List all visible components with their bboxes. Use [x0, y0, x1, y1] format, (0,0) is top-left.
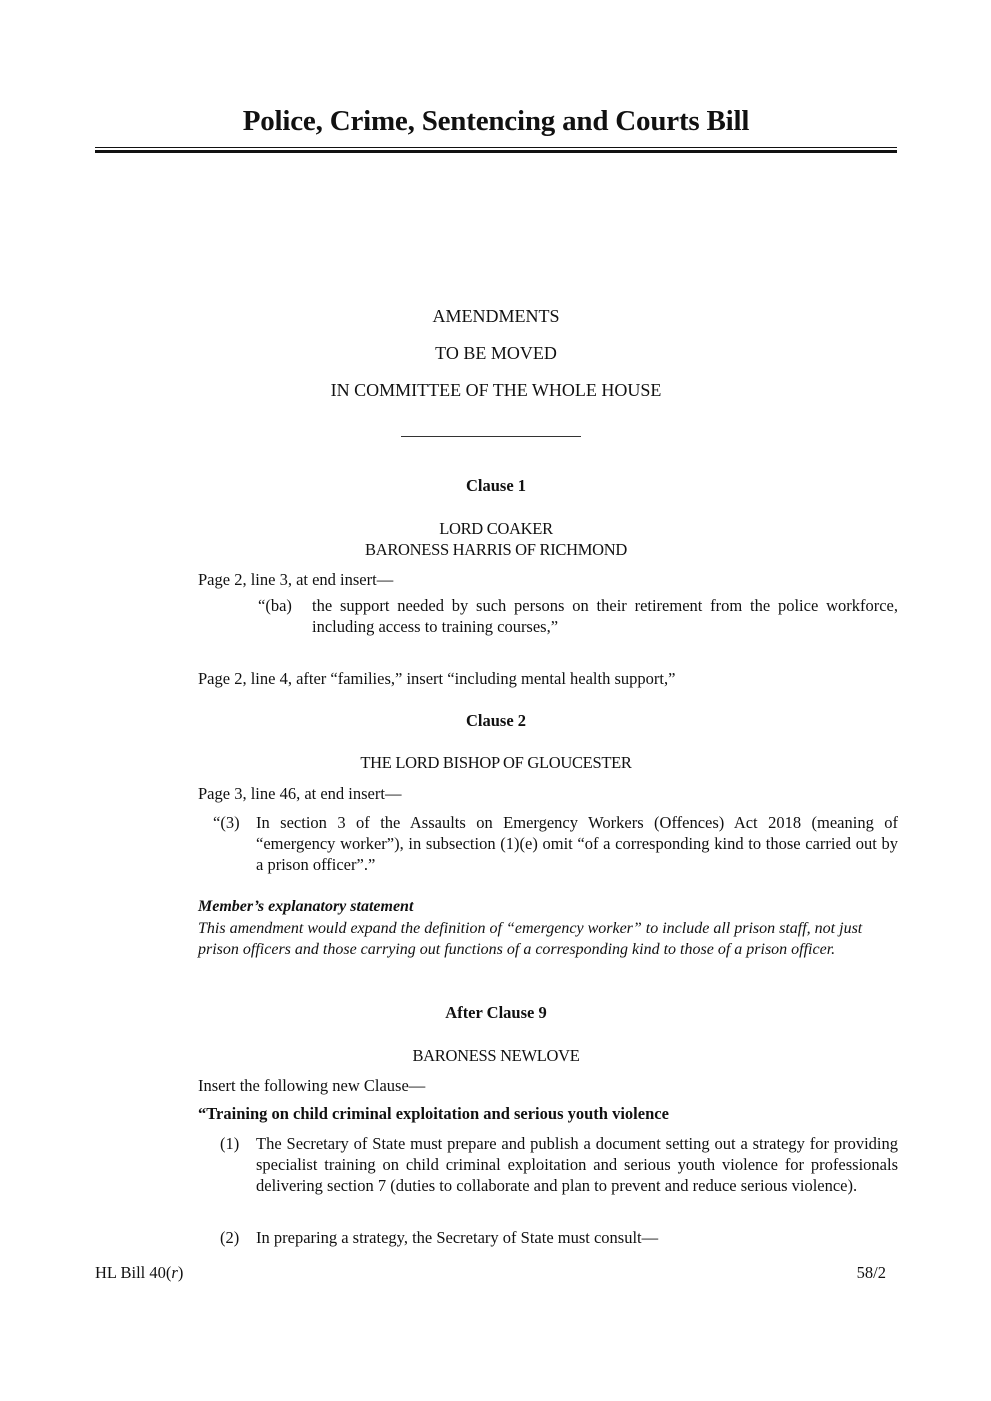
subsection-text: The Secretary of State must prepare and publish a document setting out a strategy for providing specialist training on child criminal exploitation and serious youth violence for professionals delivering section 7 (duties to collaborate and plan to prevent and reduce serious violence).	[256, 1134, 898, 1195]
subsection-label: (2)	[220, 1228, 240, 1247]
bill-ref-suffix: )	[177, 1263, 184, 1282]
amendment-instruction: Insert the following new Clause—	[198, 1076, 426, 1095]
amendment-instruction: Page 2, line 3, at end insert—	[198, 570, 394, 589]
paragraph-label: “(3)	[213, 813, 240, 832]
subsection	[220, 1133, 898, 1196]
title-rule-thick	[95, 150, 897, 153]
subsection-text: In preparing a strategy, the Secretary of State must consult—	[256, 1228, 659, 1247]
heading-amendments: AMENDMENTS	[432, 306, 560, 326]
heading-divider	[401, 436, 581, 437]
explanatory-statement-text: This amendment would expand the definition of “emergency worker” to include all prison staff, not just prison officers and those carrying out functions of a corresponding kind to those of a prison officer.	[198, 920, 863, 958]
bill-title: Police, Crime, Sentencing and Courts Bill	[242, 105, 750, 137]
member-name: BARONESS NEWLOVE	[412, 1046, 580, 1065]
new-clause-title: “Training on child criminal exploitation and serious youth violence	[198, 1104, 669, 1123]
paragraph-text: In section 3 of the Assaults on Emergency Workers (Offences) Act 2018 (meaning of “emergency worker”), in subsection (1)(e) omit “of a corresponding kind to those carried out by a prison officer”.”	[256, 813, 898, 874]
clause-heading: Clause 1	[465, 476, 527, 495]
subsection	[220, 1227, 898, 1248]
subsection-label: (1)	[220, 1134, 240, 1153]
clause-heading: Clause 2	[465, 711, 527, 730]
explanatory-statement-heading: Member’s explanatory statement	[198, 898, 414, 915]
member-name: THE LORD BISHOP OF GLOUCESTER	[360, 753, 632, 772]
bill-reference	[95, 1263, 183, 1283]
amendment-instruction: Page 3, line 46, at end insert—	[198, 784, 402, 803]
member-name: LORD COAKER	[439, 519, 553, 538]
heading-to-be-moved: TO BE MOVED	[435, 343, 557, 363]
inserted-paragraph	[213, 812, 898, 875]
bill-ref-prefix: HL Bill 40(	[95, 1263, 172, 1282]
inserted-paragraph	[258, 595, 898, 637]
clause-heading: After Clause 9	[445, 1003, 547, 1022]
paragraph-text: the support needed by such persons on their retirement from the police workforce, including access to training courses,”	[312, 596, 898, 636]
heading-committee: IN COMMITTEE OF THE WHOLE HOUSE	[330, 380, 662, 400]
page-reference: 58/2	[856, 1263, 886, 1282]
member-name: BARONESS HARRIS OF RICHMOND	[365, 540, 627, 559]
title-rule-thin	[95, 147, 897, 148]
amendment-instruction: Page 2, line 4, after “families,” insert “including mental health support,”	[198, 669, 676, 688]
paragraph-label: “(ba)	[258, 596, 292, 615]
bill-ref-italic: r	[171, 1263, 178, 1282]
